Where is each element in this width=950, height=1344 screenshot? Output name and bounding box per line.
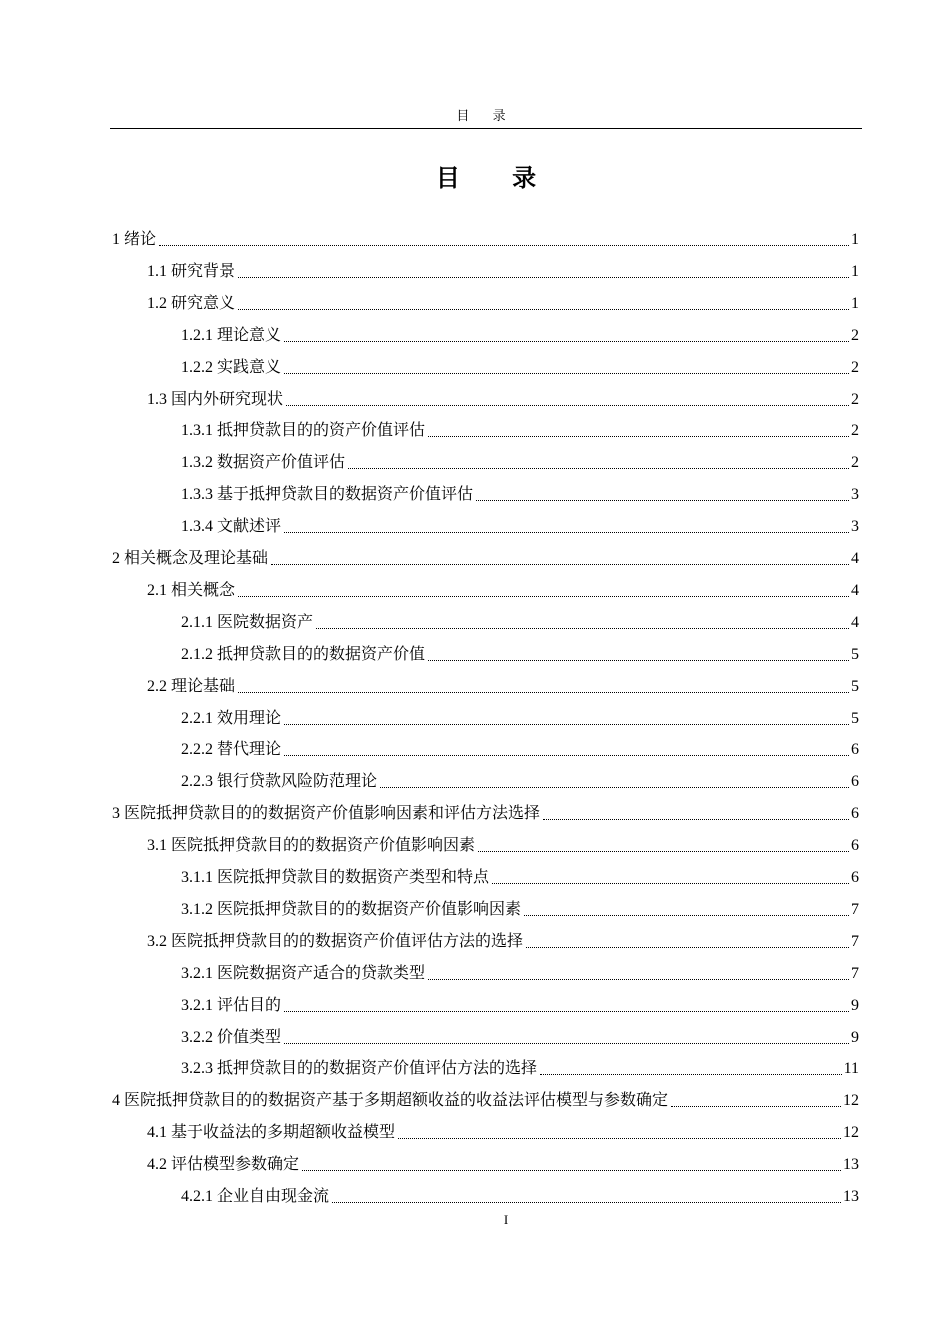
toc-entry[interactable]: [147, 832, 859, 856]
dot-leader: [284, 373, 849, 374]
toc-entry-label: 2.1 相关概念: [147, 581, 236, 599]
toc-entry-label: 2.2.1 效用理论: [181, 709, 282, 727]
dot-leader: [238, 277, 849, 278]
toc-entry-page: 5: [851, 677, 859, 695]
dot-leader: [284, 755, 849, 756]
toc-entry-page: 2: [851, 326, 859, 344]
toc-entry-page: 6: [851, 837, 859, 855]
dot-leader: [286, 405, 849, 406]
toc-entry-label: 3.2 医院抵押贷款目的的数据资产价值评估方法的选择: [147, 932, 524, 950]
toc-entry-page: 7: [851, 932, 859, 950]
toc-entry[interactable]: [181, 513, 859, 537]
toc-entry-label: 3.1.1 医院抵押贷款目的数据资产类型和特点: [181, 869, 490, 886]
dot-leader: [284, 532, 849, 533]
running-header: 目 录: [456, 108, 516, 123]
toc-entry[interactable]: [181, 609, 859, 633]
dot-leader: [478, 851, 849, 852]
toc-entry-label: 3.2.3 抵押贷款目的的数据资产价值评估方法的选择: [181, 1060, 538, 1078]
toc-entry[interactable]: [112, 226, 859, 250]
toc-entry-label: 3.1.2 医院抵押贷款目的的数据资产价值影响因素: [181, 900, 522, 918]
toc-entry[interactable]: [181, 896, 859, 920]
toc-entry-label: 1.3.4 文献述评: [181, 518, 282, 536]
dot-leader: [540, 1074, 842, 1075]
toc-entry-page: 5: [851, 645, 859, 663]
toc-entry-label: 4 医院抵押贷款目的的数据资产基于多期超额收益的收益法评估模型与参数确定: [112, 1092, 669, 1110]
dot-leader: [398, 1138, 841, 1139]
toc-entry-page: 4: [851, 550, 859, 567]
toc-entry-page: 1: [851, 231, 859, 248]
toc-entry[interactable]: [147, 1151, 859, 1175]
toc-entry-page: 9: [851, 1028, 859, 1046]
dot-leader: [159, 245, 849, 246]
toc-entry-page: 6: [851, 869, 859, 886]
toc-entry-label: 1.3.1 抵押贷款目的的资产价值评估: [181, 422, 426, 440]
toc-entry-label: 1.1 研究背景: [147, 262, 236, 280]
toc-entry-page: 6: [851, 773, 859, 791]
toc-entry[interactable]: [181, 481, 859, 505]
toc-entry-page: 7: [851, 900, 859, 918]
toc-entry-page: 5: [851, 709, 859, 727]
dot-leader: [526, 947, 849, 948]
toc-entry-page: 13: [843, 1188, 859, 1205]
toc-entry[interactable]: [181, 1055, 859, 1079]
toc-entry[interactable]: [147, 290, 859, 314]
toc-entry-page: 2: [851, 454, 859, 472]
toc-entry[interactable]: [112, 1087, 859, 1111]
toc-entry[interactable]: [112, 545, 859, 569]
toc-entry-label: 1.3.2 数据资产价值评估: [181, 454, 346, 472]
toc-entry-label: 1 绪论: [112, 231, 157, 248]
toc-entry-page: 6: [851, 741, 859, 759]
page-number: I: [503, 1212, 509, 1227]
dot-leader: [238, 692, 849, 693]
toc-entry-page: 13: [843, 1156, 859, 1174]
toc-entry-label: 1.2.1 理论意义: [181, 326, 282, 344]
toc-entry-label: 2.1.1 医院数据资产: [181, 613, 314, 631]
dot-leader: [428, 660, 849, 661]
dot-leader: [284, 1043, 849, 1044]
toc-entry[interactable]: [112, 800, 859, 824]
dot-leader: [428, 436, 849, 437]
toc-entry[interactable]: [181, 641, 859, 665]
toc-entry-page: 6: [851, 805, 859, 823]
header-rule: [110, 128, 862, 129]
dot-leader: [332, 1202, 841, 1203]
toc-entry[interactable]: [181, 417, 859, 441]
dot-leader: [238, 596, 849, 597]
toc-entry-page: 12: [843, 1092, 859, 1110]
toc-entry[interactable]: [147, 577, 859, 601]
toc-entry-page: 1: [851, 262, 859, 280]
dot-leader: [428, 979, 849, 980]
toc-entry-page: 7: [851, 964, 859, 982]
toc-entry[interactable]: [181, 1024, 859, 1048]
toc-entry[interactable]: [147, 386, 859, 410]
toc-entry-page: 12: [843, 1124, 859, 1142]
dot-leader: [302, 1170, 841, 1171]
dot-leader: [284, 341, 849, 342]
toc-entry[interactable]: [147, 1119, 859, 1143]
toc-entry[interactable]: [181, 1183, 859, 1207]
toc-entry-label: 4.1 基于收益法的多期超额收益模型: [147, 1124, 396, 1142]
toc-entry-label: 3.2.2 价值类型: [181, 1028, 282, 1046]
toc-entry[interactable]: [181, 354, 859, 378]
toc-entry-page: 1: [851, 294, 859, 312]
toc-entry-page: 2: [851, 422, 859, 440]
toc-entry-label: 3.2.1 医院数据资产适合的贷款类型: [181, 964, 426, 982]
toc-entry-label: 2.2.3 银行贷款风险防范理论: [181, 773, 378, 791]
toc-entry-page: 9: [851, 996, 859, 1014]
dot-leader: [671, 1106, 841, 1107]
toc-entry[interactable]: [147, 928, 859, 952]
toc-entry[interactable]: [181, 322, 859, 346]
toc-entry-page: 2: [851, 358, 859, 376]
dot-leader: [492, 883, 849, 884]
dot-leader: [476, 500, 849, 501]
toc-entry[interactable]: [181, 449, 859, 473]
dot-leader: [316, 628, 849, 629]
toc-entry-page: 2: [851, 390, 859, 408]
dot-leader: [238, 309, 849, 310]
toc-entry-label: 1.3 国内外研究现状: [147, 390, 284, 408]
toc-entry[interactable]: [181, 960, 859, 984]
toc-entry[interactable]: [181, 705, 859, 729]
dot-leader: [348, 468, 849, 469]
toc-entry-label: 2.1.2 抵押贷款目的的数据资产价值: [181, 645, 426, 663]
toc-entry[interactable]: [181, 992, 859, 1016]
toc-title: 目 录: [435, 164, 559, 192]
toc-entry-page: 4: [851, 581, 859, 599]
dot-leader: [543, 819, 849, 820]
toc-entry-label: 2 相关概念及理论基础: [112, 550, 269, 567]
toc-entry-label: 3.2.1 评估目的: [181, 996, 282, 1014]
dot-leader: [524, 915, 849, 916]
toc-entry-page: 3: [851, 518, 859, 536]
toc-entry-label: 1.2.2 实践意义: [181, 358, 282, 376]
dot-leader: [284, 1011, 849, 1012]
toc-entry-label: 3.1 医院抵押贷款目的的数据资产价值影响因素: [147, 837, 476, 855]
toc-entry[interactable]: [181, 736, 859, 760]
toc-entry-page: 4: [851, 613, 859, 631]
toc-entry-label: 3 医院抵押贷款目的的数据资产价值影响因素和评估方法选择: [112, 805, 541, 823]
toc-entry-label: 1.2 研究意义: [147, 294, 236, 312]
toc-entry-page: 3: [851, 486, 859, 504]
toc-entry-label: 4.2 评估模型参数确定: [147, 1156, 300, 1174]
toc-entry[interactable]: [181, 864, 859, 888]
dot-leader: [271, 564, 849, 565]
toc-entry-label: 2.2.2 替代理论: [181, 741, 282, 759]
toc-entry-label: 4.2.1 企业自由现金流: [181, 1188, 330, 1205]
toc-entry[interactable]: [181, 768, 859, 792]
toc-entry[interactable]: [147, 258, 859, 282]
toc-entry-page: 11: [843, 1060, 859, 1078]
toc-entry-label: 1.3.3 基于抵押贷款目的数据资产价值评估: [181, 486, 474, 504]
dot-leader: [284, 724, 849, 725]
toc-entry-label: 2.2 理论基础: [147, 677, 236, 695]
dot-leader: [380, 787, 849, 788]
toc-entry[interactable]: [147, 673, 859, 697]
